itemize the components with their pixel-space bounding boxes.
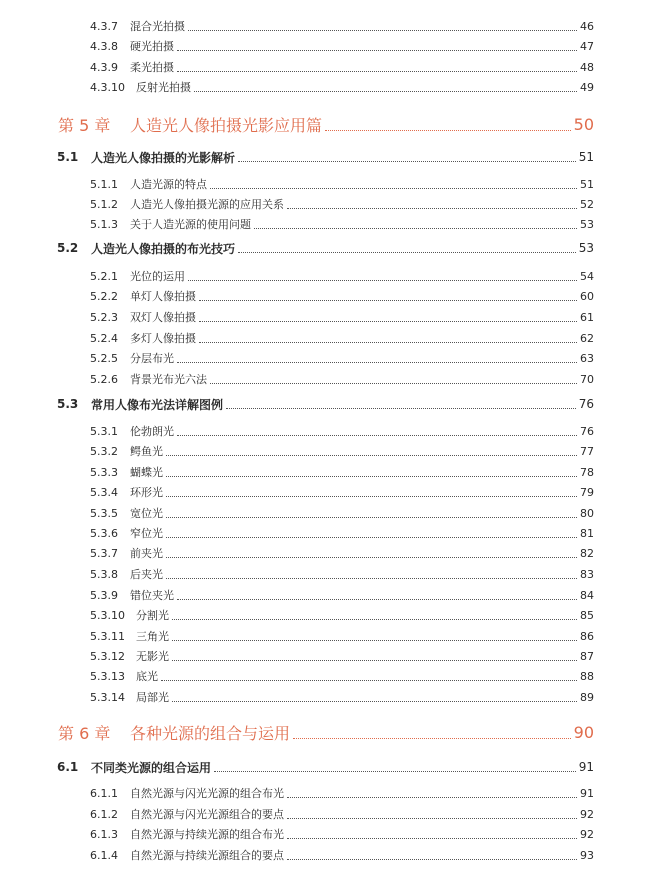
toc-page-number: 91 xyxy=(580,786,594,800)
toc-title: 人造光源的特点 xyxy=(130,178,207,191)
toc-page-number: 76 xyxy=(580,424,594,438)
toc-title: 柔光拍摄 xyxy=(130,61,174,74)
toc-title: 前夹光 xyxy=(130,547,163,560)
dot-leader xyxy=(161,680,577,681)
toc-number: 6.1.1 xyxy=(90,786,118,800)
toc-title: 底光 xyxy=(136,670,158,683)
toc-subsection[interactable] xyxy=(0,307,650,327)
dot-leader xyxy=(177,362,577,363)
toc-page-number: 80 xyxy=(580,506,594,520)
toc-subsection[interactable] xyxy=(0,543,650,563)
dot-leader xyxy=(199,342,577,343)
toc-subsection[interactable] xyxy=(0,369,650,389)
dot-leader xyxy=(287,208,577,209)
toc-title: 关于人造光源的使用问题 xyxy=(130,218,251,231)
toc-subsection[interactable] xyxy=(0,328,650,348)
toc-title: 伦勃朗光 xyxy=(130,425,174,438)
toc-number: 5.2.4 xyxy=(90,331,118,345)
dot-leader xyxy=(166,455,577,456)
toc-page-number: 54 xyxy=(580,269,594,283)
toc-section[interactable] xyxy=(0,393,650,415)
toc-number: 5.3.6 xyxy=(90,526,118,540)
dot-leader xyxy=(238,252,576,253)
dot-leader xyxy=(166,557,577,558)
toc-number: 4.3.7 xyxy=(90,19,118,33)
toc-title: 自然光源与闪光光源的组合布光 xyxy=(130,787,284,800)
toc-subsection[interactable] xyxy=(0,421,650,441)
dot-leader xyxy=(254,228,577,229)
toc-subsection[interactable] xyxy=(0,564,650,584)
toc-chapter[interactable] xyxy=(0,718,650,746)
dot-leader xyxy=(172,619,577,620)
toc-subsection[interactable] xyxy=(0,77,650,97)
toc-subsection[interactable] xyxy=(0,266,650,286)
toc-title: 局部光 xyxy=(136,691,169,704)
toc-number: 5.1 xyxy=(57,150,79,164)
dot-leader xyxy=(172,660,577,661)
toc-number: 6.1.3 xyxy=(90,827,118,841)
toc-title: 分层布光 xyxy=(130,352,174,365)
dot-leader xyxy=(188,30,577,31)
toc-number: 第 6 章 xyxy=(58,723,111,743)
toc-title: 光位的运用 xyxy=(130,270,185,283)
toc-subsection[interactable] xyxy=(0,646,650,666)
dot-leader xyxy=(238,161,576,162)
toc-number: 5.3.14 xyxy=(90,690,125,704)
toc-subsection[interactable] xyxy=(0,824,650,844)
dot-leader xyxy=(214,771,576,772)
toc-subsection[interactable] xyxy=(0,666,650,686)
toc-number: 5.3.9 xyxy=(90,588,118,602)
dot-leader xyxy=(287,818,577,819)
toc-title: 窄位光 xyxy=(130,527,163,540)
dot-leader xyxy=(177,599,577,600)
toc-title: 环形光 xyxy=(130,486,163,499)
toc-page-number: 85 xyxy=(580,608,594,622)
toc-number: 4.3.8 xyxy=(90,39,118,53)
toc-page-number: 76 xyxy=(578,397,594,411)
toc-number: 5.3.2 xyxy=(90,444,118,458)
toc-title: 无影光 xyxy=(136,650,169,663)
toc-subsection[interactable] xyxy=(0,57,650,77)
dot-leader xyxy=(194,91,577,92)
toc-page-number: 89 xyxy=(580,690,594,704)
toc-title: 后夹光 xyxy=(130,568,163,581)
toc-number: 5.3.8 xyxy=(90,567,118,581)
toc-title: 硬光拍摄 xyxy=(130,40,174,53)
toc-number: 5.1.3 xyxy=(90,217,118,231)
toc-subsection[interactable] xyxy=(0,845,650,865)
dot-leader xyxy=(177,71,577,72)
toc-title: 人造光人像拍摄的布光技巧 xyxy=(91,241,236,256)
toc-subsection[interactable] xyxy=(0,462,650,482)
toc-section[interactable] xyxy=(0,146,650,168)
dot-leader xyxy=(166,578,577,579)
toc-title: 自然光源与闪光光源组合的要点 xyxy=(130,808,284,821)
toc-page-number: 49 xyxy=(580,80,594,94)
toc-number: 5.2.1 xyxy=(90,269,118,283)
toc-page-number: 86 xyxy=(580,629,594,643)
toc-number: 5.1.1 xyxy=(90,177,118,191)
dot-leader xyxy=(172,640,577,641)
toc-title: 自然光源与持续光源组合的要点 xyxy=(130,849,284,862)
dot-leader xyxy=(210,188,577,189)
toc-number: 5.2.5 xyxy=(90,351,118,365)
toc-subsection[interactable] xyxy=(0,585,650,605)
toc-number: 5.2.3 xyxy=(90,310,118,324)
toc-number: 5.3.12 xyxy=(90,649,125,663)
toc-page-number: 88 xyxy=(580,669,594,683)
toc-number: 5.3.3 xyxy=(90,465,118,479)
toc-title: 各种光源的组合与运用 xyxy=(130,723,291,743)
toc-number: 5.3.5 xyxy=(90,506,118,520)
toc-subsection[interactable] xyxy=(0,626,650,646)
toc-title: 宽位光 xyxy=(130,507,163,520)
toc-number: 5.2.6 xyxy=(90,372,118,386)
toc-page-number: 47 xyxy=(580,39,594,53)
toc-page-number: 81 xyxy=(580,526,594,540)
toc-subsection[interactable] xyxy=(0,214,650,234)
toc-page-number: 83 xyxy=(580,567,594,581)
dot-leader xyxy=(287,797,577,798)
toc-page-number: 51 xyxy=(580,177,594,191)
toc-subsection[interactable] xyxy=(0,36,650,56)
toc-page-number: 78 xyxy=(580,465,594,479)
dot-leader xyxy=(287,838,577,839)
dot-leader xyxy=(226,408,576,409)
dot-leader xyxy=(166,517,577,518)
toc-number: 5.1.2 xyxy=(90,197,118,211)
toc-number: 5.3.7 xyxy=(90,546,118,560)
dot-leader xyxy=(287,859,577,860)
toc-page-number: 93 xyxy=(580,848,594,862)
toc-title: 双灯人像拍摄 xyxy=(130,311,196,324)
toc-page-number: 46 xyxy=(580,19,594,33)
toc-subsection[interactable] xyxy=(0,783,650,803)
toc-number: 6.1.4 xyxy=(90,848,118,862)
toc-number: 5.3.13 xyxy=(90,669,125,683)
toc-number: 5.3.11 xyxy=(90,629,125,643)
toc-title: 错位夹光 xyxy=(130,589,174,602)
toc-title: 单灯人像拍摄 xyxy=(130,290,196,303)
toc-page-number: 87 xyxy=(580,649,594,663)
toc-title: 人造光人像拍摄的光影解析 xyxy=(91,150,236,165)
toc-number: 6.1 xyxy=(57,760,79,774)
toc-subsection[interactable] xyxy=(0,804,650,824)
toc-page-number: 92 xyxy=(580,827,594,841)
toc-subsection[interactable] xyxy=(0,503,650,523)
toc-section[interactable] xyxy=(0,237,650,259)
toc-page-number: 53 xyxy=(578,241,594,255)
dot-leader xyxy=(166,496,577,497)
toc-number: 5.2 xyxy=(57,241,79,255)
toc-subsection[interactable] xyxy=(0,286,650,306)
toc-number: 5.3.1 xyxy=(90,424,118,438)
toc-title: 人造光人像拍摄光源的应用关系 xyxy=(130,198,284,211)
toc-subsection[interactable] xyxy=(0,441,650,461)
dot-leader xyxy=(172,701,577,702)
toc-title: 人造光人像拍摄光影应用篇 xyxy=(130,115,323,135)
toc-title: 多灯人像拍摄 xyxy=(130,332,196,345)
toc-page-number: 77 xyxy=(580,444,594,458)
toc-number: 5.3.10 xyxy=(90,608,125,622)
toc-number: 5.3 xyxy=(57,397,79,411)
toc-title: 分割光 xyxy=(136,609,169,622)
toc-page-number: 90 xyxy=(573,722,594,742)
toc-subsection[interactable] xyxy=(0,348,650,368)
dot-leader xyxy=(166,537,577,538)
toc-subsection[interactable] xyxy=(0,687,650,707)
toc-page-number: 61 xyxy=(580,310,594,324)
toc-number: 6.1.2 xyxy=(90,807,118,821)
toc-page-number: 48 xyxy=(580,60,594,74)
dot-leader xyxy=(199,321,577,322)
dot-leader xyxy=(188,280,577,281)
toc-number: 5.3.4 xyxy=(90,485,118,499)
toc-page-number: 82 xyxy=(580,546,594,560)
dot-leader xyxy=(177,50,577,51)
toc-page-number: 62 xyxy=(580,331,594,345)
toc-title: 蝴蝶光 xyxy=(130,466,163,479)
toc-subsection[interactable] xyxy=(0,482,650,502)
toc-subsection[interactable] xyxy=(0,16,650,36)
toc-subsection[interactable] xyxy=(0,174,650,194)
toc-title: 混合光拍摄 xyxy=(130,20,185,33)
toc-chapter[interactable] xyxy=(0,110,650,138)
toc-page-number: 50 xyxy=(573,114,594,134)
toc-page-number: 51 xyxy=(578,150,594,164)
dot-leader xyxy=(166,476,577,477)
toc-page-number: 70 xyxy=(580,372,594,386)
toc-page-number: 53 xyxy=(580,217,594,231)
toc-page-number: 60 xyxy=(580,289,594,303)
dot-leader xyxy=(325,130,571,131)
toc-number: 第 5 章 xyxy=(58,115,111,135)
toc-subsection[interactable] xyxy=(0,194,650,214)
toc-number: 4.3.9 xyxy=(90,60,118,74)
toc-section[interactable] xyxy=(0,756,650,778)
toc-page-number: 79 xyxy=(580,485,594,499)
toc-subsection[interactable] xyxy=(0,605,650,625)
toc-page-number: 63 xyxy=(580,351,594,365)
toc-number: 4.3.10 xyxy=(90,80,125,94)
dot-leader xyxy=(210,383,577,384)
toc-title: 不同类光源的组合运用 xyxy=(91,760,212,775)
toc-page-number: 91 xyxy=(578,760,594,774)
toc-title: 鳄鱼光 xyxy=(130,445,163,458)
dot-leader xyxy=(293,738,571,739)
toc-page-number: 84 xyxy=(580,588,594,602)
dot-leader xyxy=(177,435,577,436)
toc-title: 反射光拍摄 xyxy=(136,81,191,94)
dot-leader xyxy=(199,300,577,301)
toc-page-number: 52 xyxy=(580,197,594,211)
toc-title: 三角光 xyxy=(136,630,169,643)
toc-title: 自然光源与持续光源的组合布光 xyxy=(130,828,284,841)
toc-title: 背景光布光六法 xyxy=(130,373,207,386)
toc-page-number: 92 xyxy=(580,807,594,821)
toc-number: 5.2.2 xyxy=(90,289,118,303)
toc-title: 常用人像布光法详解图例 xyxy=(91,397,224,412)
toc-subsection[interactable] xyxy=(0,523,650,543)
